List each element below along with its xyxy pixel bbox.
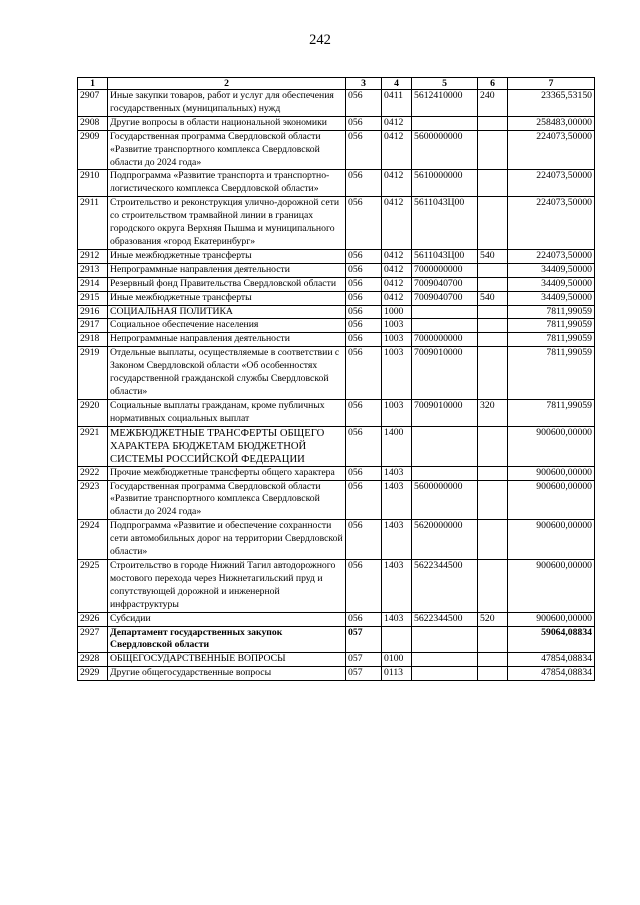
expense-type-cell <box>478 116 508 130</box>
row-number-cell: 2915 <box>78 291 108 305</box>
department-code-cell: 056 <box>346 130 382 170</box>
header-cell: 3 <box>346 78 382 90</box>
section-code-cell: 1403 <box>382 520 412 560</box>
expense-type-cell <box>478 333 508 347</box>
row-number-cell: 2919 <box>78 347 108 400</box>
row-name-cell: Департамент государственных закупок Свердловской области <box>108 626 346 653</box>
row-name-cell: Подпрограмма «Развитие и обеспечение сохранности сети автомобильных дорог на территории Свердловской области» <box>108 520 346 560</box>
target-article-cell <box>412 667 478 681</box>
table-header-row <box>78 78 595 90</box>
row-number-cell: 2914 <box>78 277 108 291</box>
row-name-cell: Резервный фонд Правительства Свердловской области <box>108 277 346 291</box>
amount-cell: 59064,08834 <box>508 626 595 653</box>
target-article-cell: 5622344500 <box>412 560 478 613</box>
row-number-cell: 2918 <box>78 333 108 347</box>
row-number-cell: 2925 <box>78 560 108 613</box>
row-number-cell: 2924 <box>78 520 108 560</box>
department-code-cell: 056 <box>346 263 382 277</box>
table-row <box>78 197 595 250</box>
row-number-cell: 2908 <box>78 116 108 130</box>
target-article-cell <box>412 426 478 466</box>
table-row <box>78 466 595 480</box>
expense-type-cell <box>478 520 508 560</box>
department-code-cell: 056 <box>346 90 382 117</box>
row-name-cell: Прочие межбюджетные трансферты общего характера <box>108 466 346 480</box>
section-code-cell: 1003 <box>382 319 412 333</box>
section-code-cell: 0412 <box>382 170 412 197</box>
department-code-cell: 056 <box>346 426 382 466</box>
row-name-cell: Подпрограмма «Развитие транспорта и транспортно-логистического комплекса Свердловской области» <box>108 170 346 197</box>
section-code-cell: 0412 <box>382 249 412 263</box>
table-row <box>78 263 595 277</box>
department-code-cell: 056 <box>346 480 382 520</box>
row-name-cell: Государственная программа Свердловской области «Развитие транспортного комплекса Свердловской области до 2024 года» <box>108 130 346 170</box>
section-code-cell: 0113 <box>382 667 412 681</box>
table-row <box>78 90 595 117</box>
row-number-cell: 2911 <box>78 197 108 250</box>
target-article-cell: 7009040700 <box>412 277 478 291</box>
target-article-cell: 5620000000 <box>412 520 478 560</box>
section-code-cell: 0412 <box>382 263 412 277</box>
table-row <box>78 480 595 520</box>
expense-type-cell: 540 <box>478 291 508 305</box>
target-article-cell: 5622344500 <box>412 612 478 626</box>
row-number-cell: 2927 <box>78 626 108 653</box>
header-cell: 7 <box>508 78 595 90</box>
amount-cell: 224073,50000 <box>508 249 595 263</box>
department-code-cell: 056 <box>346 466 382 480</box>
table-row <box>78 116 595 130</box>
section-code-cell: 1403 <box>382 480 412 520</box>
expense-type-cell <box>478 626 508 653</box>
section-code-cell: 1403 <box>382 612 412 626</box>
row-number-cell: 2909 <box>78 130 108 170</box>
expense-type-cell <box>478 560 508 613</box>
section-code-cell: 0412 <box>382 197 412 250</box>
row-name-cell: Отдельные выплаты, осуществляемые в соответствии с Законом Свердловской области «Об особенностях государственной гражданской службы Свердловской области» <box>108 347 346 400</box>
page-number: 242 <box>309 32 331 48</box>
row-number-cell: 2912 <box>78 249 108 263</box>
department-code-cell: 057 <box>346 667 382 681</box>
row-name-cell: Иные межбюджетные трансферты <box>108 249 346 263</box>
expense-type-cell: 520 <box>478 612 508 626</box>
expense-type-cell <box>478 277 508 291</box>
department-code-cell: 056 <box>346 612 382 626</box>
amount-cell: 900600,00000 <box>508 480 595 520</box>
department-code-cell: 056 <box>346 277 382 291</box>
section-code-cell: 1003 <box>382 347 412 400</box>
row-name-cell: Непрограммные направления деятельности <box>108 263 346 277</box>
row-number-cell: 2921 <box>78 426 108 466</box>
expense-type-cell <box>478 653 508 667</box>
amount-cell: 7811,99059 <box>508 399 595 426</box>
header-cell: 6 <box>478 78 508 90</box>
row-number-cell: 2910 <box>78 170 108 197</box>
amount-cell: 47854,08834 <box>508 667 595 681</box>
department-code-cell: 056 <box>346 249 382 263</box>
target-article-cell <box>412 116 478 130</box>
target-article-cell <box>412 626 478 653</box>
expense-type-cell <box>478 130 508 170</box>
section-code-cell: 0412 <box>382 116 412 130</box>
row-number-cell: 2920 <box>78 399 108 426</box>
header-cell: 2 <box>108 78 346 90</box>
row-name-cell: Иные закупки товаров, работ и услуг для обеспечения государственных (муниципальных) нужд <box>108 90 346 117</box>
department-code-cell: 056 <box>346 347 382 400</box>
section-code-cell: 1403 <box>382 466 412 480</box>
row-number-cell: 2922 <box>78 466 108 480</box>
department-code-cell: 056 <box>346 520 382 560</box>
table-row <box>78 291 595 305</box>
table-row <box>78 667 595 681</box>
row-name-cell: Иные межбюджетные трансферты <box>108 291 346 305</box>
expense-type-cell <box>478 466 508 480</box>
target-article-cell <box>412 466 478 480</box>
table-row <box>78 319 595 333</box>
expense-type-cell <box>478 305 508 319</box>
expense-type-cell <box>478 263 508 277</box>
amount-cell: 34409,50000 <box>508 291 595 305</box>
expense-type-cell: 320 <box>478 399 508 426</box>
section-code-cell: 1403 <box>382 560 412 613</box>
amount-cell: 7811,99059 <box>508 333 595 347</box>
section-code-cell <box>382 626 412 653</box>
budget-table <box>77 77 595 681</box>
target-article-cell: 5610000000 <box>412 170 478 197</box>
department-code-cell: 056 <box>346 197 382 250</box>
amount-cell: 224073,50000 <box>508 170 595 197</box>
row-number-cell: 2907 <box>78 90 108 117</box>
expense-type-cell: 240 <box>478 90 508 117</box>
section-code-cell: 0412 <box>382 291 412 305</box>
header-cell: 1 <box>78 78 108 90</box>
target-article-cell: 5611043Ц00 <box>412 197 478 250</box>
amount-cell: 900600,00000 <box>508 426 595 466</box>
target-article-cell: 5600000000 <box>412 130 478 170</box>
target-article-cell <box>412 319 478 333</box>
amount-cell: 7811,99059 <box>508 319 595 333</box>
amount-cell: 34409,50000 <box>508 277 595 291</box>
department-code-cell: 056 <box>346 305 382 319</box>
amount-cell: 900600,00000 <box>508 520 595 560</box>
table-row <box>78 333 595 347</box>
target-article-cell: 7009010000 <box>412 347 478 400</box>
table-row <box>78 347 595 400</box>
department-code-cell: 056 <box>346 116 382 130</box>
section-code-cell: 0100 <box>382 653 412 667</box>
section-code-cell: 1003 <box>382 333 412 347</box>
table-row <box>78 130 595 170</box>
expense-type-cell <box>478 667 508 681</box>
row-name-cell: ОБЩЕГОСУДАРСТВЕННЫЕ ВОПРОСЫ <box>108 653 346 667</box>
target-article-cell: 7009010000 <box>412 399 478 426</box>
amount-cell: 224073,50000 <box>508 197 595 250</box>
row-name-cell: Социальное обеспечение населения <box>108 319 346 333</box>
expense-type-cell <box>478 480 508 520</box>
amount-cell: 23365,53150 <box>508 90 595 117</box>
table-row <box>78 399 595 426</box>
department-code-cell: 057 <box>346 653 382 667</box>
row-number-cell: 2928 <box>78 653 108 667</box>
department-code-cell: 056 <box>346 399 382 426</box>
department-code-cell: 056 <box>346 170 382 197</box>
target-article-cell <box>412 653 478 667</box>
target-article-cell: 5611043Ц00 <box>412 249 478 263</box>
section-code-cell: 0412 <box>382 277 412 291</box>
row-name-cell: Другие вопросы в области национальной экономики <box>108 116 346 130</box>
section-code-cell: 0412 <box>382 130 412 170</box>
department-code-cell: 056 <box>346 333 382 347</box>
row-number-cell: 2923 <box>78 480 108 520</box>
target-article-cell: 5612410000 <box>412 90 478 117</box>
amount-cell: 900600,00000 <box>508 612 595 626</box>
expense-type-cell <box>478 319 508 333</box>
section-code-cell: 1000 <box>382 305 412 319</box>
row-name-cell: Строительство в городе Нижний Тагил автодорожного мостового перехода через Нижнетагильский пруд и сопутствующей дорожной и инженерной инфраструктуры <box>108 560 346 613</box>
row-name-cell: Другие общегосударственные вопросы <box>108 667 346 681</box>
table-row <box>78 626 595 653</box>
table-row <box>78 520 595 560</box>
amount-cell: 900600,00000 <box>508 466 595 480</box>
row-number-cell: 2917 <box>78 319 108 333</box>
row-name-cell: Субсидии <box>108 612 346 626</box>
amount-cell: 47854,08834 <box>508 653 595 667</box>
table-row <box>78 426 595 466</box>
amount-cell: 34409,50000 <box>508 263 595 277</box>
table-row <box>78 305 595 319</box>
amount-cell: 224073,50000 <box>508 130 595 170</box>
amount-cell: 900600,00000 <box>508 560 595 613</box>
row-name-cell: Непрограммные направления деятельности <box>108 333 346 347</box>
table-row <box>78 277 595 291</box>
section-code-cell: 1400 <box>382 426 412 466</box>
table-row <box>78 653 595 667</box>
expense-type-cell <box>478 197 508 250</box>
target-article-cell: 7000000000 <box>412 333 478 347</box>
table-row <box>78 612 595 626</box>
expense-type-cell: 540 <box>478 249 508 263</box>
row-number-cell: 2916 <box>78 305 108 319</box>
row-name-cell: Социальные выплаты гражданам, кроме публичных нормативных социальных выплат <box>108 399 346 426</box>
target-article-cell: 5600000000 <box>412 480 478 520</box>
header-cell: 4 <box>382 78 412 90</box>
row-name-cell: Государственная программа Свердловской области «Развитие транспортного комплекса Свердловской области до 2024 года» <box>108 480 346 520</box>
row-name-cell: МЕЖБЮДЖЕТНЫЕ ТРАНСФЕРТЫ ОБЩЕГО ХАРАКТЕРА БЮДЖЕТАМ БЮДЖЕТНОЙ СИСТЕМЫ РОССИЙСКОЙ ФЕДЕРАЦИИ <box>108 426 346 466</box>
table-row <box>78 560 595 613</box>
section-code-cell: 1003 <box>382 399 412 426</box>
department-code-cell: 056 <box>346 291 382 305</box>
row-name-cell: Строительство и реконструкция улично-дорожной сети со строительством трамвайной линии в границах городского округа Верхняя Пышма и муниципального образования «город Екатеринбург» <box>108 197 346 250</box>
target-article-cell: 7009040700 <box>412 291 478 305</box>
department-code-cell: 056 <box>346 319 382 333</box>
expense-type-cell <box>478 426 508 466</box>
target-article-cell: 7000000000 <box>412 263 478 277</box>
department-code-cell: 057 <box>346 626 382 653</box>
amount-cell: 7811,99059 <box>508 305 595 319</box>
expense-type-cell <box>478 170 508 197</box>
target-article-cell <box>412 305 478 319</box>
expense-type-cell <box>478 347 508 400</box>
amount-cell: 258483,00000 <box>508 116 595 130</box>
header-cell: 5 <box>412 78 478 90</box>
department-code-cell: 056 <box>346 560 382 613</box>
table-row <box>78 170 595 197</box>
table-row <box>78 249 595 263</box>
row-number-cell: 2913 <box>78 263 108 277</box>
row-number-cell: 2929 <box>78 667 108 681</box>
section-code-cell: 0411 <box>382 90 412 117</box>
row-number-cell: 2926 <box>78 612 108 626</box>
amount-cell: 7811,99059 <box>508 347 595 400</box>
row-name-cell: СОЦИАЛЬНАЯ ПОЛИТИКА <box>108 305 346 319</box>
